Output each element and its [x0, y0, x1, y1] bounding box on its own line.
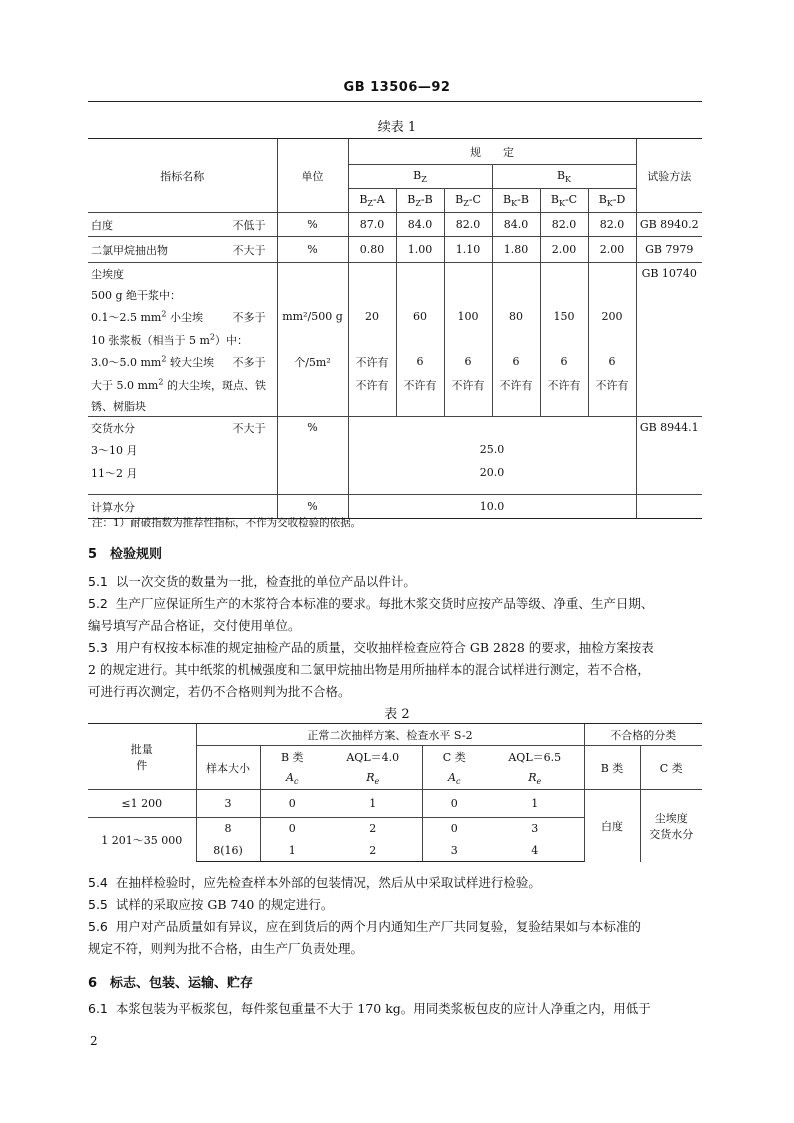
para-5-3: 5.3 用户有权按本标准的规定抽检产品的质量，交收抽样检查应符合 GB 2828 的要求，抽检方案按表 2 的规定进行。其中纸浆的机械强度和二氯甲烷抽出物是用所抽样本的混合试样进行测定，若不合格， 可进行再次测定，若仍不合格则判为批不合格。 — [88, 640, 654, 699]
t1-cell: 6 — [444, 351, 492, 373]
t1-row-dust-big — [88, 351, 702, 373]
t1-col-bk-d: $B_K-D$ — [588, 189, 636, 213]
t2-re-head: $R_e$ — [366, 770, 380, 786]
t1-head-method: 试验方法 — [636, 139, 702, 213]
t1-moisture-unit: % — [277, 417, 348, 439]
t1-moisture-period2: 11～2 月 — [91, 466, 138, 480]
t2-aql1-head: AQL＝4.0 — [324, 746, 422, 768]
t1-col-bz-c: $B_Z-C$ — [444, 189, 492, 213]
t1-whiteness-method: GB 8940.2 — [636, 213, 702, 237]
t1-cell: 不许有 — [348, 351, 396, 373]
t1-dcm-name: 二氯甲烷抽出物 不大于 — [88, 237, 277, 263]
t1-row-whiteness — [88, 213, 702, 237]
t1-moisture-period1: 3～10 月 — [91, 443, 138, 457]
t1-dcm-method: GB 7979 — [636, 237, 702, 263]
t1-col-bk-b: $B_K-B$ — [492, 189, 540, 213]
t1-calc-moisture-name: 计算水分 — [88, 495, 277, 519]
t1-col-bk-c: $B_K-C$ — [540, 189, 588, 213]
t2-cell: ≤1 200 — [88, 790, 196, 818]
t1-cell: 0.80 — [348, 237, 396, 263]
t1-calc-moisture-value: 10.0 — [348, 495, 636, 519]
t1-cell: 2.00 — [588, 237, 636, 263]
t1-cell: 200 — [588, 305, 636, 329]
t1-head-spec: 规 定 — [348, 139, 636, 165]
t2-cell: 3 — [196, 790, 260, 818]
t1-cell: 1.10 — [444, 237, 492, 263]
t1-cell: 82.0 — [588, 213, 636, 237]
t1-group-bk: $B_K$ — [492, 165, 636, 189]
t2-ac-head: $A_c$ — [260, 768, 324, 790]
t2-ac-head-2: $A_c$ — [422, 768, 486, 790]
t1-cell: 不许有 — [492, 373, 540, 397]
t2-c-items: 尘埃度 交货水分 — [640, 790, 702, 862]
t1-moisture-value2: 20.0 — [348, 461, 636, 485]
table1-caption: 续表 1 — [377, 120, 417, 135]
t2-cell: 0 — [422, 790, 486, 818]
table2 — [88, 723, 702, 862]
t2-cell: 1 — [486, 790, 584, 818]
t1-dust-small-name: 0.1～2.5 $mm^2$ 小尘埃 不多于 — [91, 308, 266, 324]
t1-cell: 60 — [396, 305, 444, 329]
t1-cell: 不许有 — [444, 373, 492, 397]
t1-cell: 82.0 — [444, 213, 492, 237]
t1-col-bz-b: $B_Z-B$ — [396, 189, 444, 213]
t1-row-dust-small — [88, 305, 702, 329]
t2-cell: 3 — [486, 818, 584, 840]
t1-cell: 84.0 — [396, 213, 444, 237]
t1-dust-huge-line2: 锈、树脂块 — [91, 400, 146, 414]
t1-cell: 100 — [444, 305, 492, 329]
para-6-1: 6.1 本浆包装为平板浆包，每件浆包重量不大于 170 kg。用同类浆板包皮的应计人净重之内，用低于 — [88, 1001, 651, 1016]
t1-group-bz: $B_Z$ — [348, 165, 492, 189]
t2-plan-head: 正常二次抽样方案、检查水平 S-2 — [196, 724, 584, 746]
t1-cell: 82.0 — [540, 213, 588, 237]
t1-cell: 87.0 — [348, 213, 396, 237]
t1-cell: 150 — [540, 305, 588, 329]
t2-cell: 0 — [260, 818, 324, 840]
para-5-1: 5.1 以一次交货的数量为一批，检查批的单位产品以件计。 — [88, 574, 416, 589]
table2-caption: 表 2 — [384, 707, 410, 722]
t1-cell: 6 — [396, 351, 444, 373]
standard-code-header: GB 13506—92 — [343, 80, 451, 95]
t2-cell: 1 — [324, 790, 422, 818]
t2-cell: 4 — [486, 840, 584, 862]
t2-aql2-head: AQL＝6.5 — [486, 746, 584, 768]
t1-row-dust-huge — [88, 373, 702, 397]
t1-dust-line1: 500 g 绝干浆中： — [91, 288, 182, 302]
t1-row-moisture — [88, 417, 702, 439]
table1-note: 注：1）耐破指数为推荐性指标，不作为交收检验的依据。 — [92, 517, 362, 529]
t1-cell: 6 — [588, 351, 636, 373]
t1-dust-small-unit: mm²/500 g — [277, 305, 348, 329]
t2-b-class-head: B 类 — [260, 746, 324, 768]
t1-cell: 2.00 — [540, 237, 588, 263]
t2-cell: 2 — [324, 840, 422, 862]
t2-classify-c: C 类 — [640, 746, 702, 790]
t1-cell: 84.0 — [492, 213, 540, 237]
section6-title: 6 标志、包装、运输、贮存 — [88, 976, 254, 991]
t1-moisture-method: GB 8944.1 — [636, 417, 702, 439]
t1-dust-method: GB 10740 — [636, 263, 702, 285]
t1-moisture-value1: 25.0 — [348, 439, 636, 461]
t1-cell: 20 — [348, 305, 396, 329]
t1-row-dust-title — [88, 263, 702, 285]
t1-cell: 1.80 — [492, 237, 540, 263]
t1-whiteness-unit: % — [277, 213, 348, 237]
t2-re-head-2: $R_e$ — [528, 770, 542, 786]
t2-cell: 1 201～35 000 — [88, 818, 196, 862]
t1-dcm-unit: % — [277, 237, 348, 263]
t2-cell: 8 — [196, 818, 260, 840]
t1-dust-huge-name: 大于 5.0 $mm^2$ 的大尘埃，斑点、铁 — [91, 376, 266, 392]
t1-cell: 1.00 — [396, 237, 444, 263]
t1-cell: 不许有 — [588, 373, 636, 397]
t2-cell: 0 — [422, 818, 486, 840]
t1-cell: 6 — [492, 351, 540, 373]
t1-cell: 不许有 — [540, 373, 588, 397]
t2-classify-b: B 类 — [584, 746, 640, 790]
t2-batch-head: 批量 件 — [88, 724, 196, 790]
table1 — [88, 138, 702, 519]
para-5-2: 5.2 生产厂应保证所生产的木浆符合本标准的要求。每批木浆交货时应按产品等级、净重、生产日期、 编号填写产品合格证，交付使用单位。 — [88, 596, 654, 633]
t2-cell: 3 — [422, 840, 486, 862]
t1-cell: 6 — [540, 351, 588, 373]
t2-cell: 1 — [260, 840, 324, 862]
t1-dust-big-unit: 个/5m² — [277, 351, 348, 373]
t1-dust-board: 10 张浆板（相当于 5 $m^2$）中： — [91, 331, 249, 347]
t1-calc-moisture-unit: % — [277, 495, 348, 519]
page-number: 2 — [90, 1034, 98, 1048]
t1-cell: 80 — [492, 305, 540, 329]
t1-cell: 不许有 — [348, 373, 396, 397]
para-5-5: 5.5 试样的采取应按 GB 740 的规定进行。 — [88, 897, 334, 912]
t1-head-name: 指标名称 — [88, 139, 277, 213]
t1-cell: 不许有 — [396, 373, 444, 397]
t1-col-bz-a: $B_Z-A$ — [348, 189, 396, 213]
t1-moisture-name: 交货水分 不大于 — [88, 417, 277, 439]
t1-row-dcm — [88, 237, 702, 263]
para-5-4: 5.4 在抽样检验时，应先检查样本外部的包装情况，然后从中采取试样进行检验。 — [88, 875, 541, 890]
t2-cell: 8(16) — [196, 840, 260, 862]
t2-sample-size-head: 样本大小 — [196, 746, 260, 790]
t2-cell: 0 — [260, 790, 324, 818]
t1-dust-big-name: 3.0～5.0 $mm^2$ 较大尘埃 不多于 — [91, 353, 266, 369]
t2-cell: 2 — [324, 818, 422, 840]
t2-c-class-head: C 类 — [422, 746, 486, 768]
header-rule — [88, 101, 702, 102]
t2-classify-head: 不合格的分类 — [584, 724, 702, 746]
section5-title: 5 检验规则 — [88, 547, 163, 562]
t1-head-unit: 单位 — [277, 139, 348, 213]
t1-dust-title: 尘埃度 — [88, 263, 277, 285]
para-5-6: 5.6 用户对产品质量如有异议，应在到货后的两个月内通知生产厂共同复验，复验结果如与本标准的 规定不符，则判为批不合格，由生产厂负责处理。 — [88, 919, 641, 956]
t2-b-items: 白度 — [584, 790, 640, 862]
t1-whiteness-name: 白度 不低于 — [88, 213, 277, 237]
table-row — [88, 790, 702, 818]
